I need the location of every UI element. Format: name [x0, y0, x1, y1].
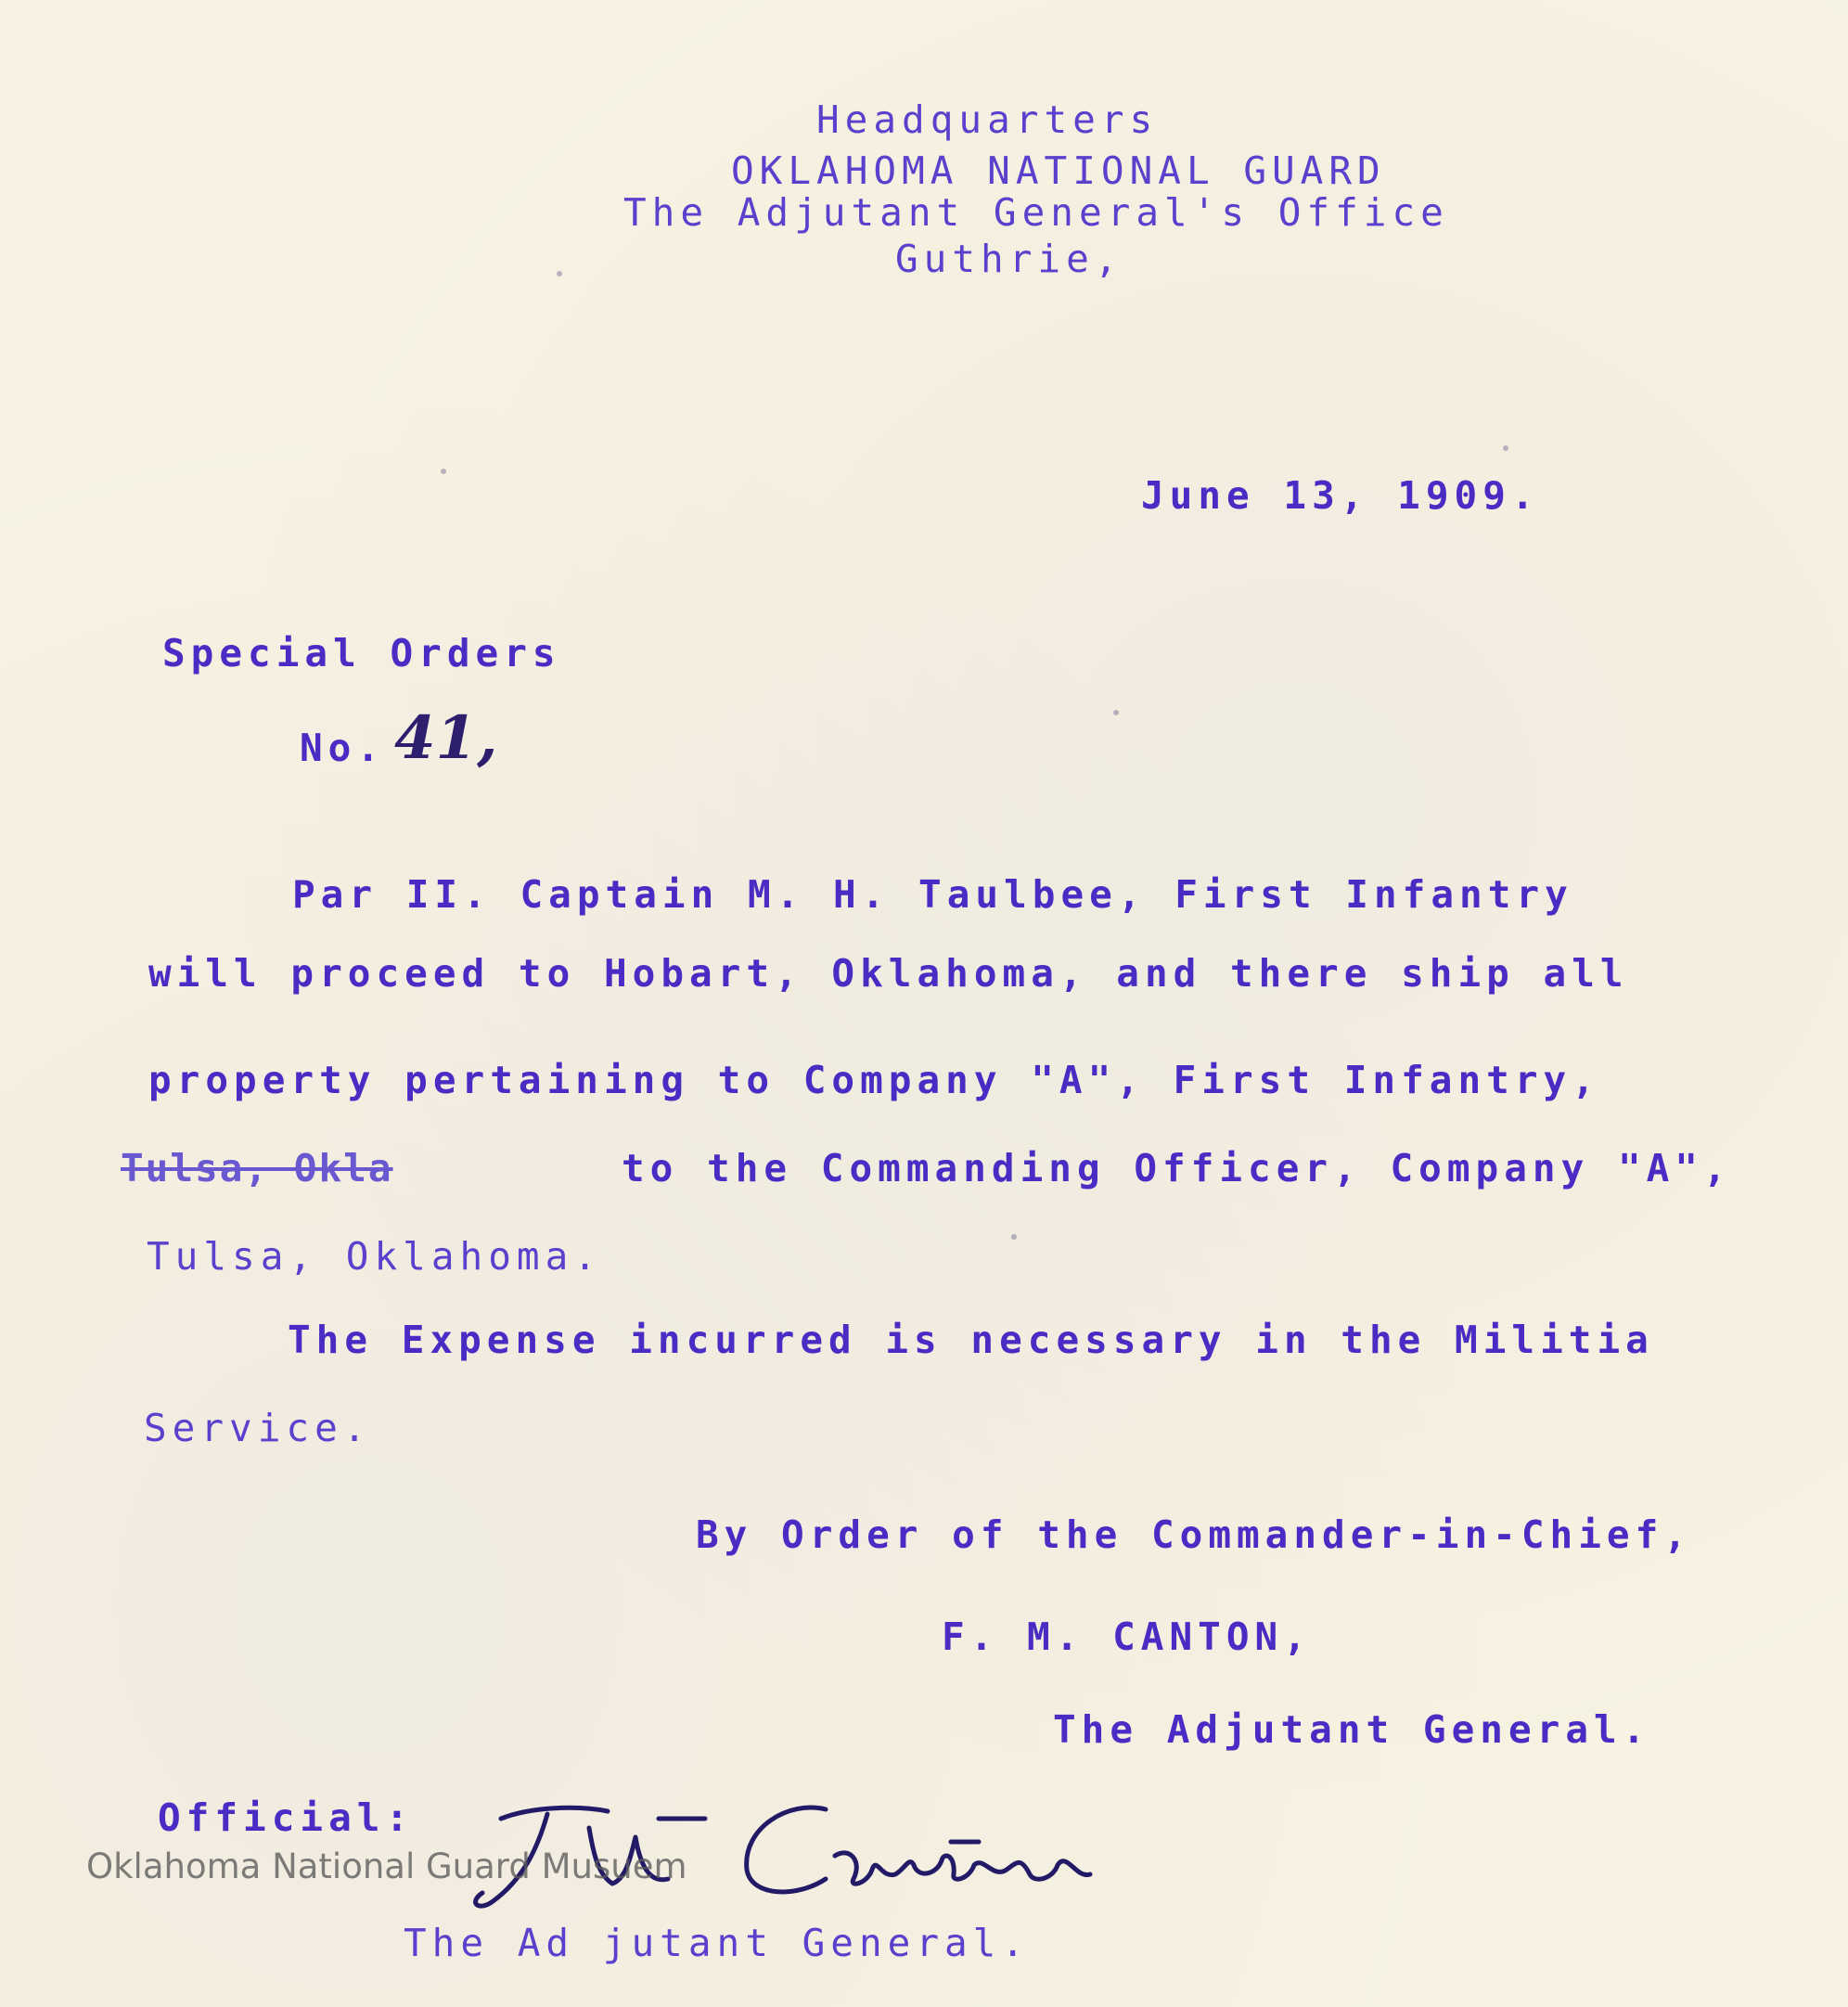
- closing-by-order: By Order of the Commander-in-Chief,: [696, 1512, 1692, 1557]
- header-office: The Adjutant General's Office: [623, 190, 1449, 235]
- header-headquarters: Headquarters: [816, 97, 1159, 142]
- museum-watermark: Oklahoma National Guard Musuem: [86, 1846, 687, 1886]
- closing-signer-title: The Adjutant General.: [1053, 1707, 1651, 1752]
- document-date: June 13, 1909.: [1141, 473, 1540, 518]
- header-location: Guthrie,: [895, 237, 1123, 281]
- header-organization: OKLAHOMA NATIONAL GUARD: [731, 148, 1386, 193]
- order-type: Special Orders: [162, 631, 561, 675]
- order-number-handwritten: 41,: [394, 703, 498, 773]
- closing-signer-name: F. M. CANTON,: [942, 1615, 1312, 1659]
- body-line-7: Service.: [144, 1406, 372, 1450]
- official-label: Official:: [158, 1795, 415, 1840]
- paper-speck: [1503, 445, 1508, 451]
- body-line-5: Tulsa, Oklahoma.: [147, 1234, 602, 1279]
- struck-text: Tulsa, Okla: [121, 1146, 393, 1190]
- paper-speck: [441, 469, 446, 474]
- body-line-3: property pertaining to Company "A", First Infantry,: [148, 1058, 1600, 1102]
- paper-speck: [557, 271, 562, 277]
- body-line-1: Par II. Captain M. H. Taulbee, First Infantry: [292, 872, 1573, 917]
- body-line-2: will proceed to Hobart, Oklahoma, and there ship all: [148, 951, 1629, 996]
- paper-speck: [1011, 1234, 1017, 1240]
- signature-title: The Ad jutant General.: [404, 1921, 1031, 1965]
- paper-speck: [1113, 710, 1119, 715]
- body-line-6: The Expense incurred is necessary in the Militia: [288, 1318, 1654, 1362]
- body-line-4: to the Commanding Officer, Company "A",: [622, 1146, 1732, 1190]
- order-number-label: No.: [300, 726, 386, 770]
